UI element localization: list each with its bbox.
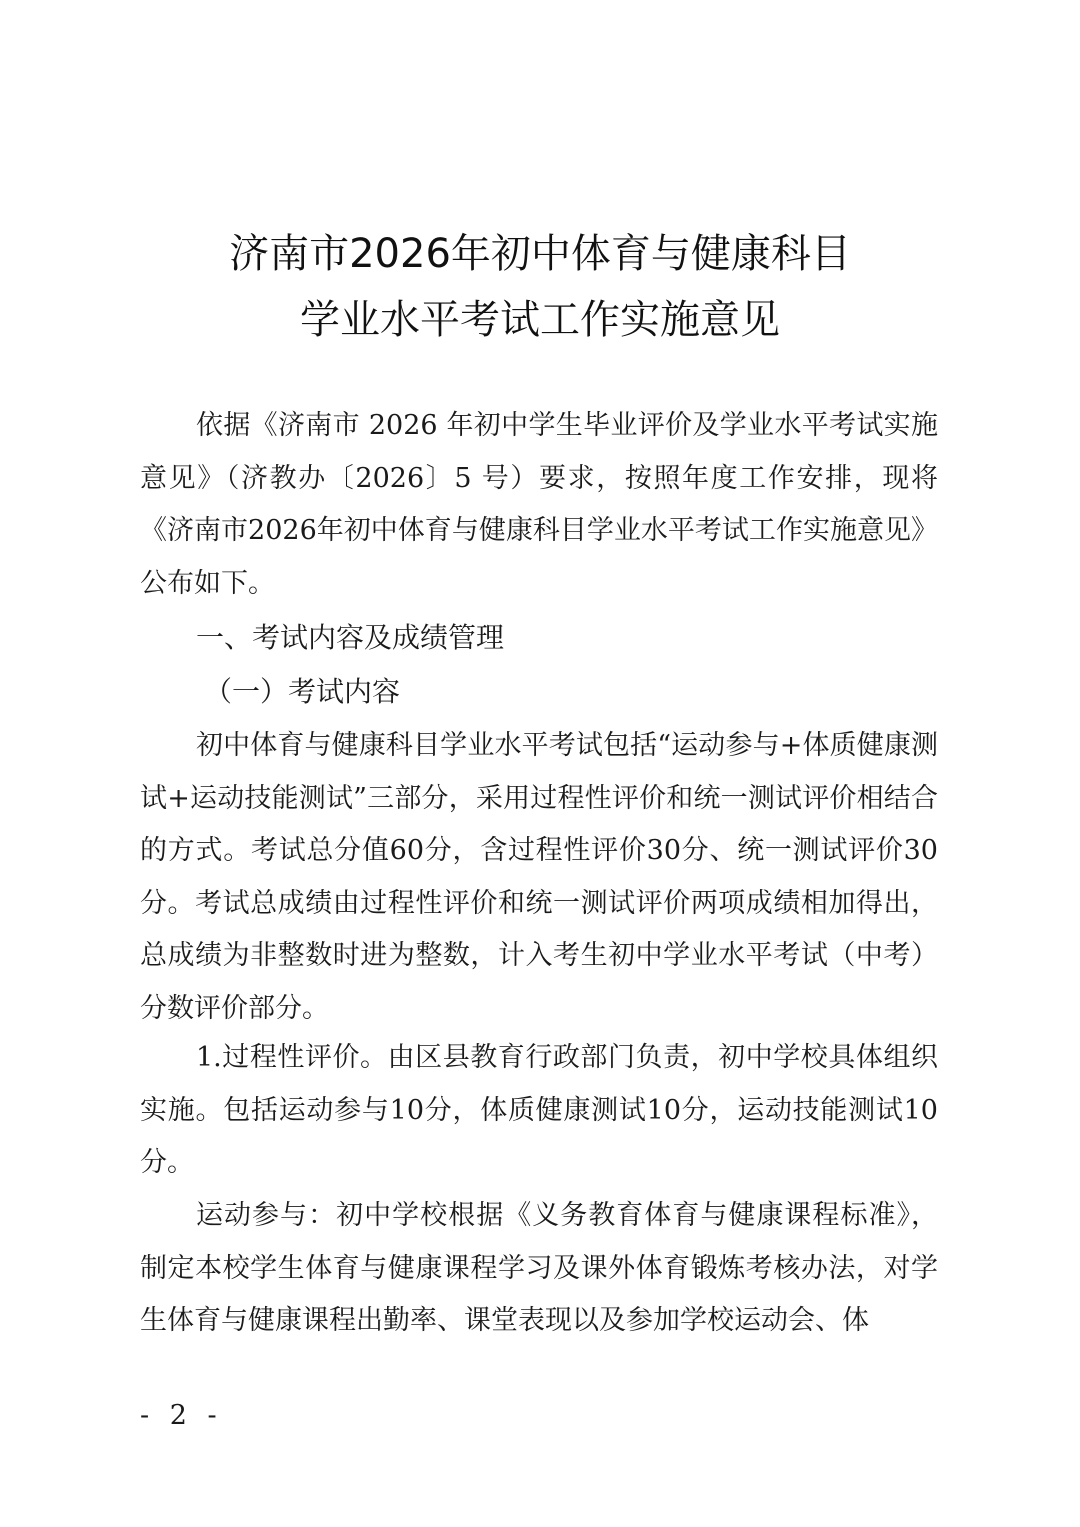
document-title-line-2: 学业水平考试工作实施意见	[300, 297, 780, 343]
document-title-line-1: 济南市2026年初中体育与健康科目	[229, 231, 851, 277]
sports-participation-paragraph: 运动参与：初中学校根据《义务教育体育与健康课程标准》，制定本校学生体育与健康课程学习及课外体育锻炼考核办法，对学生体育与健康课程出勤率、课堂表现以及参加学校运动会、体	[140, 1200, 938, 1336]
section-heading-exam-content-and-score-management: 一、考试内容及成绩管理	[196, 621, 505, 654]
exam-content-paragraph: 初中体育与健康科目学业水平考试包括“运动参与+体质健康测试+运动技能测试”三部分，采用过程性评价和统一测试评价相结合的方式。考试总分值60分，含过程性评价30分、统一测试评价30分。考试总成绩由过程性评价和统一测试评价两项成绩相加得出，总成绩为非整数时进为整数，计入考生初中学业水平考试（中考）分数评价部分。	[140, 730, 938, 1024]
intro-paragraph: 依据《济南市 2026 年初中学生毕业评价及学业水平考试实施意见》（济教办〔2026〕5 号）要求，按照年度工作安排，现将《济南市2026年初中体育与健康科目学业水平考试工作实施意见》公布如下。	[140, 410, 938, 599]
subsection-heading-exam-content: （一）考试内容	[204, 675, 401, 708]
process-evaluation-paragraph: 1.过程性评价。由区县教育行政部门负责，初中学校具体组织实施。包括运动参与10分，体质健康测试10分，运动技能测试10分。	[140, 1042, 938, 1178]
page-number: - 2 -	[140, 1400, 223, 1431]
